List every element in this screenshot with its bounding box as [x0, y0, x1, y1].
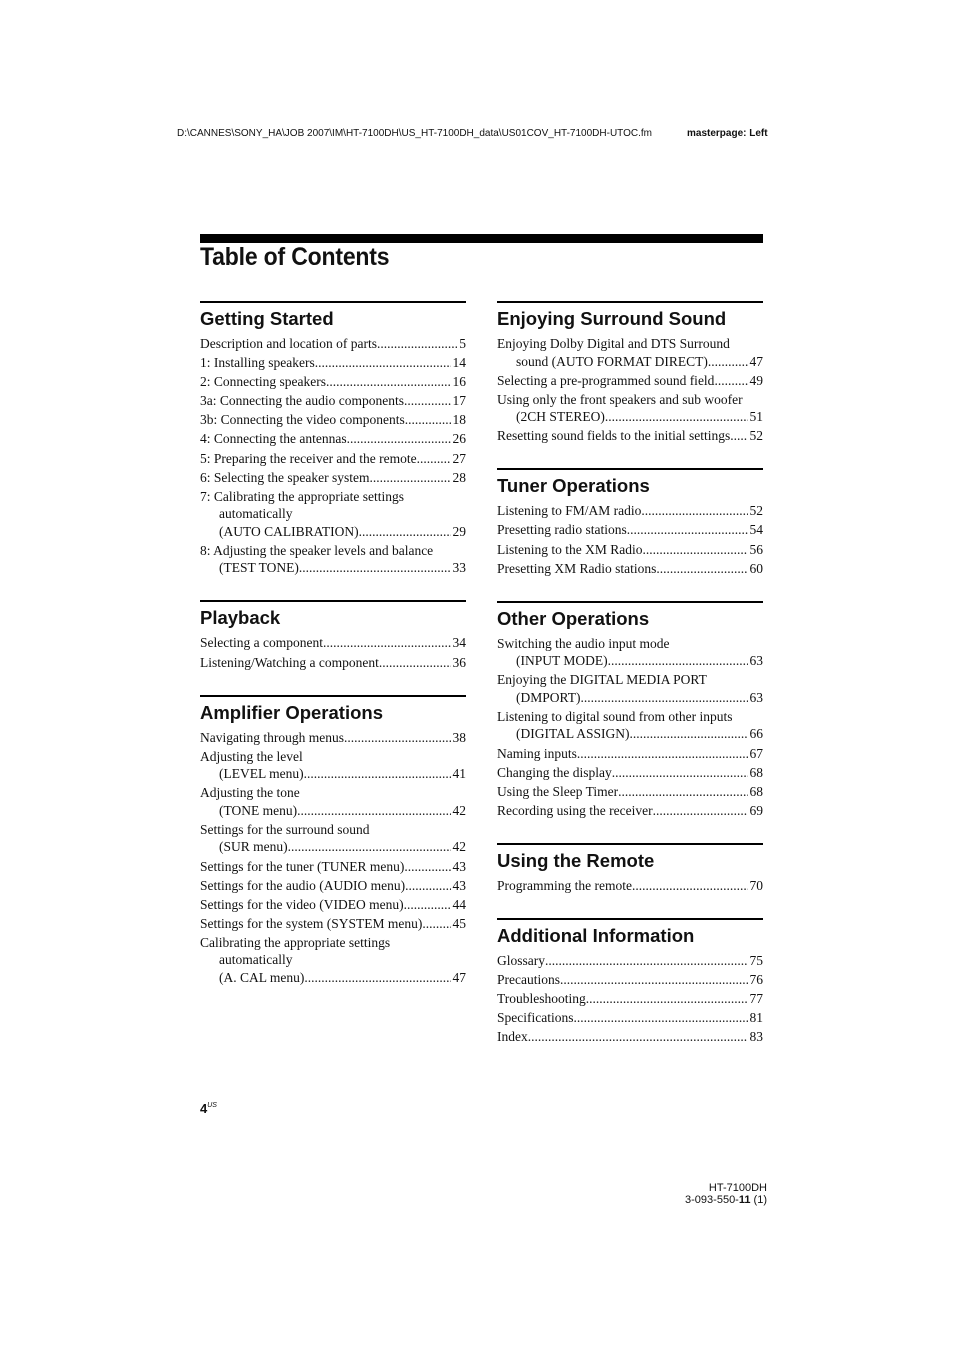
toc-entry	[497, 1028, 763, 1047]
toc-page-number: 77	[749, 991, 763, 1007]
dot-leader	[586, 990, 748, 1008]
toc-entry	[497, 783, 763, 802]
toc-entry	[200, 430, 466, 449]
toc-entry	[200, 915, 466, 934]
section-title: Tuner Operations	[497, 475, 650, 497]
toc-entry	[497, 560, 763, 579]
file-path-header: D:\CANNES\SONY_HA\JOB 2007\IM\HT-7100DH\US_HT-7100DH_data\US01COV_HT-7100DH-UTOC.fm	[177, 128, 652, 139]
toc-entry-text: automatically	[219, 952, 293, 968]
toc-page-number: 17	[452, 393, 466, 409]
toc-page-number: 68	[749, 764, 763, 780]
dot-leader	[405, 411, 451, 429]
toc-entry-text: Adjusting the level	[200, 748, 303, 764]
page-number-suffix: US	[207, 1102, 217, 1109]
dot-leader	[612, 764, 748, 782]
entry-list	[497, 877, 763, 896]
dot-leader	[605, 408, 748, 426]
dot-leader	[417, 450, 451, 468]
section-using-the-remote	[497, 843, 763, 896]
toc-entry-text: 5: Preparing the receiver and the remote	[200, 450, 417, 466]
model-name: HT-7100DH	[708, 1182, 767, 1194]
toc-page-number: 56	[749, 541, 763, 557]
toc-page-number: 36	[452, 654, 466, 670]
toc-page-number: 34	[452, 635, 466, 651]
toc-entry-text: Resetting sound fields to the initial settings	[497, 428, 731, 444]
page-number	[200, 1101, 217, 1116]
toc-entry	[200, 354, 466, 373]
toc-entry	[200, 896, 466, 915]
toc-entry-text: 3b: Connecting the video components	[200, 412, 405, 428]
section-title: Playback	[200, 607, 281, 629]
toc-entry	[200, 634, 466, 653]
toc-entry	[497, 502, 763, 521]
masterpage-label: masterpage: Left	[687, 128, 768, 139]
toc-entry-text: Programming the remote	[497, 877, 632, 893]
toc-entry-text: Calibrating the appropriate settings	[200, 934, 391, 950]
toc-entry-text: Glossary	[497, 953, 545, 968]
part-code: 3-093-550-11 (1)	[685, 1194, 767, 1206]
toc-entry	[200, 488, 466, 542]
toc-entry	[497, 990, 763, 1009]
toc-entry-text: Description and location of parts	[200, 336, 377, 351]
section-amplifier-operations	[200, 695, 466, 988]
toc-page-number: 26	[452, 431, 466, 447]
toc-entry-text: Using the Sleep Timer	[497, 783, 619, 799]
toc-entry-text: sound (AUTO FORMAT DIRECT)	[516, 353, 708, 369]
dot-leader	[347, 430, 451, 448]
toc-entry-text: Switching the audio input mode	[497, 635, 670, 651]
toc-entry-text: Navigating through menus	[200, 729, 344, 745]
toc-page-number: 67	[749, 745, 763, 761]
dot-leader	[643, 541, 748, 559]
toc-entry-text: Listening to FM/AM radio	[497, 503, 642, 519]
toc-entry	[497, 635, 763, 672]
toc-page-number: 52	[749, 428, 763, 444]
dot-leader	[545, 952, 748, 970]
toc-column-left	[200, 301, 466, 988]
toc-page-number: 43	[452, 877, 466, 893]
toc-entry-text: Selecting a component	[200, 635, 323, 651]
toc-page-number: 68	[749, 783, 763, 799]
entry-list	[200, 729, 466, 988]
toc-page-number: 41	[452, 766, 466, 782]
toc-entry	[497, 1009, 763, 1028]
dot-leader	[326, 373, 451, 391]
dot-leader	[297, 802, 450, 820]
dot-leader	[580, 689, 747, 707]
dot-leader	[708, 353, 748, 371]
toc-page-number: 28	[452, 469, 466, 485]
toc-entry-text: Using only the front speakers and sub woofer	[497, 391, 743, 407]
title-rule	[200, 234, 763, 243]
toc-entry	[497, 671, 763, 708]
toc-entry-text: (DMPORT)	[516, 689, 581, 705]
toc-page-number: 63	[749, 689, 763, 705]
toc-entry-text: Naming inputs	[497, 745, 577, 761]
toc-entry-text: Changing the display	[497, 764, 612, 780]
toc-page-number: 27	[452, 450, 466, 466]
toc-entry-text: Settings for the surround sound	[200, 821, 370, 837]
toc-entry	[497, 521, 763, 540]
toc-entry-text: automatically	[219, 506, 293, 522]
dot-leader	[528, 1028, 748, 1046]
toc-entry-text: Listening to the XM Radio	[497, 541, 643, 557]
toc-entry-text: Settings for the tuner (TUNER menu)	[200, 858, 405, 874]
toc-page-number: 38	[452, 729, 466, 745]
toc-entry	[200, 392, 466, 411]
toc-page-number: 69	[749, 802, 763, 818]
toc-entry	[200, 335, 466, 354]
toc-entry-text: (2CH STEREO)	[516, 409, 605, 425]
dot-leader	[422, 915, 450, 933]
dot-leader	[404, 858, 450, 876]
toc-entry	[497, 541, 763, 560]
dot-leader	[359, 523, 451, 541]
toc-entry	[200, 654, 466, 673]
toc-entry	[200, 934, 466, 988]
toc-entry-text: Presetting XM Radio stations	[497, 560, 657, 576]
toc-entry-text: 1: Installing speakers	[200, 355, 315, 371]
toc-entry-text: Precautions	[497, 972, 560, 988]
toc-entry	[200, 542, 466, 579]
entry-list	[497, 952, 763, 1047]
toc-entry-text: 6: Selecting the speaker system	[200, 469, 370, 485]
section-title: Enjoying Surround Sound	[497, 308, 727, 329]
toc-entry-text: Selecting a pre-programmed sound field	[497, 372, 715, 388]
toc-entry	[200, 748, 466, 785]
toc-entry-text: Presetting radio stations	[497, 522, 627, 538]
toc-page-number: 16	[452, 374, 466, 390]
dot-leader	[632, 877, 748, 895]
toc-page-number: 42	[452, 802, 466, 818]
toc-page-number: 44	[452, 896, 466, 912]
toc-page-number: 18	[452, 412, 466, 428]
toc-entry	[200, 821, 466, 858]
toc-entry	[497, 952, 763, 971]
dot-leader	[304, 969, 450, 987]
toc-page-number: 14	[452, 355, 466, 371]
dot-leader	[653, 802, 748, 820]
section-getting-started	[200, 301, 466, 578]
toc-page-number: 43	[452, 858, 466, 874]
toc-page-number: 47	[452, 969, 466, 985]
page-number-value: 4	[200, 1101, 208, 1116]
toc-page-number: 70	[749, 877, 763, 893]
toc-column-right	[497, 301, 763, 1047]
toc-entry-text: Listening to digital sound from other inputs	[497, 708, 733, 724]
section-title: Amplifier Operations	[200, 701, 383, 723]
dot-leader	[560, 971, 748, 989]
toc-entry	[200, 469, 466, 488]
toc-page-number: 81	[749, 1010, 763, 1026]
dot-leader	[405, 877, 450, 895]
dot-leader	[714, 372, 747, 390]
entry-list	[497, 335, 763, 446]
toc-entry	[497, 745, 763, 764]
entry-list	[200, 335, 466, 578]
dot-leader	[641, 502, 747, 520]
toc-entry	[497, 971, 763, 990]
toc-page-number: 49	[749, 372, 763, 388]
toc-page-number: 76	[749, 972, 763, 988]
toc-page-number: 52	[749, 503, 763, 519]
toc-entry-text: Specifications	[497, 1010, 574, 1026]
toc-page-number: 51	[749, 409, 763, 425]
toc-page-number: 54	[749, 522, 763, 538]
dot-leader	[369, 469, 450, 487]
dot-leader	[404, 896, 451, 914]
footer-model-info	[685, 1182, 767, 1206]
toc-entry-text: 7: Calibrating the appropriate settings	[200, 488, 404, 504]
toc-entry	[497, 391, 763, 428]
toc-entry-text: Troubleshooting	[497, 991, 586, 1007]
dot-leader	[288, 838, 451, 856]
toc-entry-text: 8: Adjusting the speaker levels and balance	[200, 542, 434, 558]
toc-entry	[200, 877, 466, 896]
dot-leader	[404, 392, 451, 410]
dot-leader	[304, 765, 451, 783]
toc-entry-text: (TONE menu)	[219, 802, 298, 818]
dot-leader	[730, 427, 747, 445]
toc-entry	[200, 729, 466, 748]
toc-page-number: 5	[459, 336, 466, 351]
dot-leader	[379, 654, 451, 672]
toc-page-number: 83	[749, 1029, 763, 1045]
page-title: Table of Contents	[200, 243, 390, 271]
toc-entry-text: Enjoying Dolby Digital and DTS Surround	[497, 336, 730, 351]
section-enjoying-surround-sound	[497, 301, 763, 446]
toc-entry-text: (AUTO CALIBRATION)	[219, 523, 359, 539]
dot-leader	[299, 559, 451, 577]
toc-entry	[497, 372, 763, 391]
toc-entry	[200, 784, 466, 821]
section-playback	[200, 600, 466, 672]
toc-entry	[200, 450, 466, 469]
toc-entry	[200, 411, 466, 430]
dot-leader	[608, 652, 748, 670]
toc-entry	[200, 858, 466, 877]
dot-leader	[618, 783, 747, 801]
toc-entry-text: Settings for the video (VIDEO menu)	[200, 896, 404, 912]
toc-page-number: 60	[749, 560, 763, 576]
dot-leader	[344, 729, 451, 747]
toc-page-number: 63	[749, 653, 763, 669]
dot-leader	[577, 745, 748, 763]
toc-page-number: 45	[452, 915, 466, 931]
toc-entry	[497, 708, 763, 745]
toc-page-number: 42	[452, 839, 466, 855]
toc-entry-text: (A. CAL menu)	[219, 969, 305, 985]
toc-entry-text: Recording using the receiver	[497, 802, 653, 818]
toc-entry	[497, 802, 763, 821]
toc-entry-text: Index	[497, 1029, 528, 1045]
toc-page-number: 47	[749, 353, 763, 369]
section-title: Getting Started	[200, 308, 334, 329]
section-tuner-operations	[497, 468, 763, 578]
section-title: Additional Information	[497, 925, 695, 946]
entry-list	[497, 502, 763, 578]
dot-leader	[630, 725, 748, 743]
dot-leader	[315, 354, 451, 372]
toc-page-number: 29	[452, 523, 466, 539]
toc-entry-text: Listening/Watching a component	[200, 654, 379, 670]
toc-page-number: 66	[749, 726, 763, 742]
entry-list	[200, 634, 466, 672]
toc-entry-text: 4: Connecting the antennas	[200, 431, 347, 447]
section-other-operations	[497, 601, 763, 821]
toc-entry-text: (SUR menu)	[219, 839, 288, 855]
toc-entry-text: (DIGITAL ASSIGN)	[516, 726, 630, 742]
section-additional-information	[497, 918, 763, 1047]
entry-list	[497, 635, 763, 821]
dot-leader	[323, 634, 451, 652]
toc-entry	[497, 427, 763, 446]
section-title: Other Operations	[497, 607, 650, 629]
dot-leader	[656, 560, 747, 578]
dot-leader	[627, 521, 748, 539]
section-title: Using the Remote	[497, 849, 655, 871]
toc-page-number: 33	[452, 560, 466, 576]
dot-leader	[573, 1009, 747, 1027]
dot-leader	[377, 335, 457, 353]
toc-entry	[497, 764, 763, 783]
toc-entry	[497, 877, 763, 896]
toc-entry-text: (LEVEL menu)	[219, 766, 304, 782]
toc-entry-text: 2: Connecting speakers	[200, 374, 326, 390]
toc-entry	[497, 335, 763, 372]
toc-entry-text: Enjoying the DIGITAL MEDIA PORT	[497, 672, 707, 688]
toc-entry	[200, 373, 466, 392]
toc-entry-text: Settings for the system (SYSTEM menu)	[200, 915, 423, 931]
toc-entry-text: 3a: Connecting the audio components	[200, 393, 404, 409]
toc-entry-text: (TEST TONE)	[219, 560, 299, 576]
toc-page-number: 75	[749, 953, 763, 968]
toc-entry-text: Settings for the audio (AUDIO menu)	[200, 877, 406, 893]
toc-entry-text: (INPUT MODE)	[516, 653, 608, 669]
toc-entry-text: Adjusting the tone	[200, 785, 300, 801]
